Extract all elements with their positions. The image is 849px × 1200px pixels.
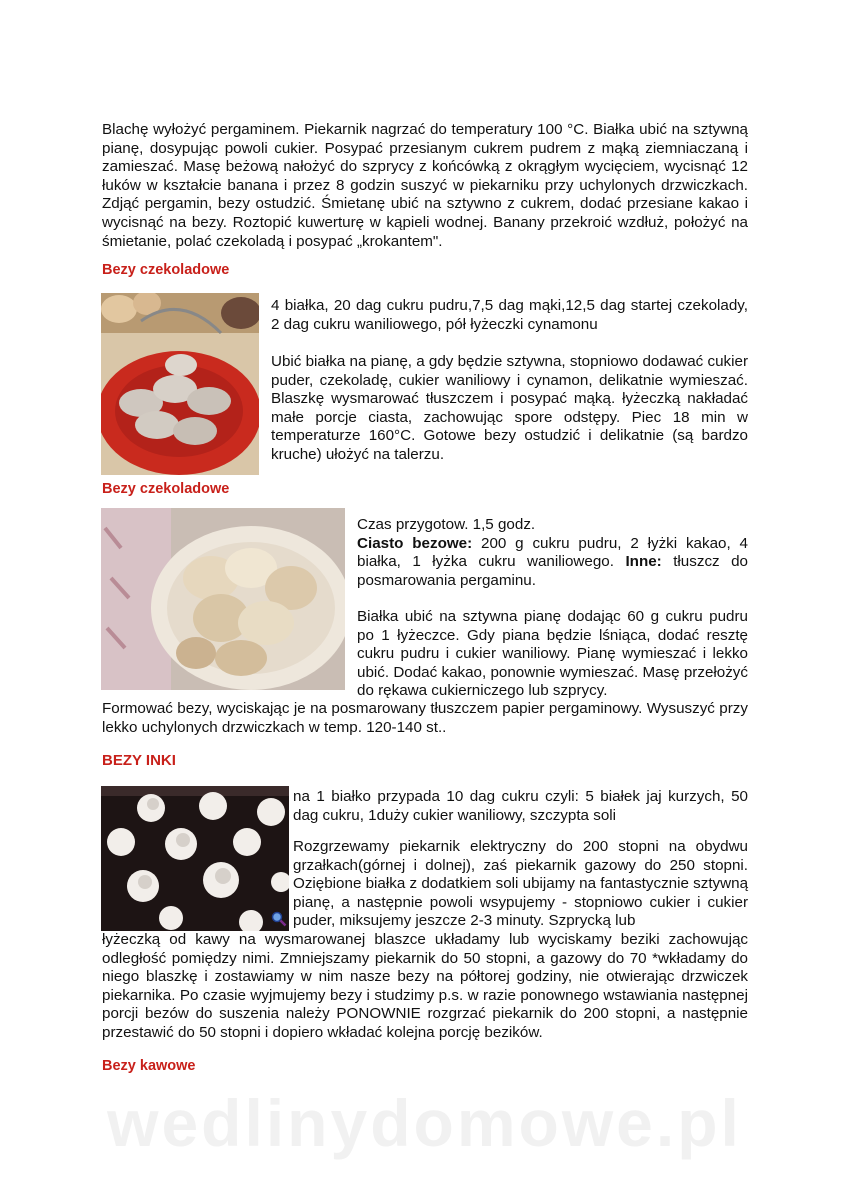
section2-ingredients [357,535,748,591]
section-heading-inki: BEZY INKI [102,752,176,769]
section-heading-chocolate-1: Bezy czekoladowe [102,262,230,278]
chocolate-meringues-plate-photo [101,293,259,475]
section1-ingredients: 4 białka, 20 dag cukru pudru,7,5 dag mąki,12,5 dag startej czekolady, 2 dag cukru waniliowego, pół łyżeczki cynamonu [271,297,748,333]
section2-prep-time: Czas przygotow. 1,5 godz. [357,516,536,533]
section3-method-side: Rozgrzewamy piekarnik elektryczny do 200 stopni na obydwu grzałkach(górnej i dolnej), zaś piekarnik gazowy do 250 stopni. Oziębione białka z dodatkiem soli ubijamy na fantastycznie sztywną pianę, a następnie powoli wsypujemy - stopniowo cukier i cukier puder, miksujemy jeszcze 2-3 minuty. Szprycką lub [293,838,749,930]
meringues-tray-photo [101,786,289,931]
section-heading-coffee: Bezy kawowe [102,1058,196,1074]
magnifier-icon [271,911,287,927]
section-heading-chocolate-2: Bezy czekoladowe [102,481,230,497]
intro-paragraph: Blachę wyłożyć pergaminem. Piekarnik nagrzać do temperatury 100 °C. Białka ubić na sztywną pianę, dosypując powoli cukier. Posypać przesianym cukrem pudrem z mąką ziemniaczaną i zamieszać. Masę beżową nałożyć do szprycy z końcówką z okrągłym wycięciem, wycisnąć 12 łuków w kształcie banana i przez 8 godzin suszyć w piekarniku przy uchylonych drzwiczkach. Zdjąć pergamin, bezy ostudzić. Śmietanę ubić na sztywno z cukrem, dodać przesiane kakao i wycisnąć na bezy. Roztopić kuwerturę w kąpieli wodnej. Banany przekroić wzdłuż, położyć na śmietanie, polać czekoladą i posypać „krokantem". [102,121,748,250]
section2-method-full: Formować bezy, wyciskając je na posmarowany tłuszczem papier pergaminowy. Wysuszyć przy lekko uchylonych drzwiczkach w temp. 120-140 st.. [102,700,748,736]
site-watermark: wedlinydomowe.pl [107,1086,742,1160]
section2-method-side: Białka ubić na sztywna pianę dodając 60 g cukru pudru po 1 łyżeczce. Gdy piana będzie lśniąca, dodać resztę cukru pudru i cukier waniliowy. Pianę wymieszać i lekko ubić. Dodać kakao, ponownie wymieszać. Masę przełożyć do rękawa cukierniczego lub szprycy. [357,608,748,700]
section3-ingredients: na 1 białko przypada 10 dag cukru czyli: 5 białek jaj kurzych, 50 dag cukru, 1duży cukier waniliowy, szczypta soli [293,788,748,824]
other-text: tłuszcz do posmarowania pergaminu. [357,553,748,589]
section3-method-full: łyżeczką od kawy na wysmarowanej blaszce układamy lub wyciskamy beziki zachowując odległość pomiędzy nimi. Zmniejszamy piekarnik do 50 stopni, a gazowy do 70 *wkładamy do niego blaszkę i zostawiamy w nim nasze bezy na półtorej godziny, nie otwierając drzwiczek piekarnika. Po czasie wyjmujemy bezy i studzimy p.s. w razie ponownego wstawiania następnej porcji bezów do suszenia należy PONOWNIE rozgrzać piekarnik do 200 stopni, a następnie przestawić do 50 stopni i dopiero wkładać kolejna porcję bezików. [102,931,748,1041]
meringues-plate-photo [101,508,345,690]
other-label: Inne: [625,553,662,571]
dough-text: 200 g cukru pudru, 2 łyżki kakao, 4 białka, 1 łyżka cukru waniliowego. [357,534,748,571]
section1-method: Ubić białka na pianę, a gdy będzie sztywna, stopniowo dodawać cukier puder, czekoladę, cukier waniliowy i cynamon, delikatnie wymieszać. Blaszkę wysmarować tłuszczem i posypać mąką. łyżeczką nakładać małe porcje ciasta, zachowując spore odstępy. Piec 18 min w temperaturze 160°C. Gotowe bezy ostudzić i delikatnie (są bardzo kruche) ułożyć na talerzu. [271,353,748,463]
dough-label: Ciasto bezowe: [357,534,473,552]
